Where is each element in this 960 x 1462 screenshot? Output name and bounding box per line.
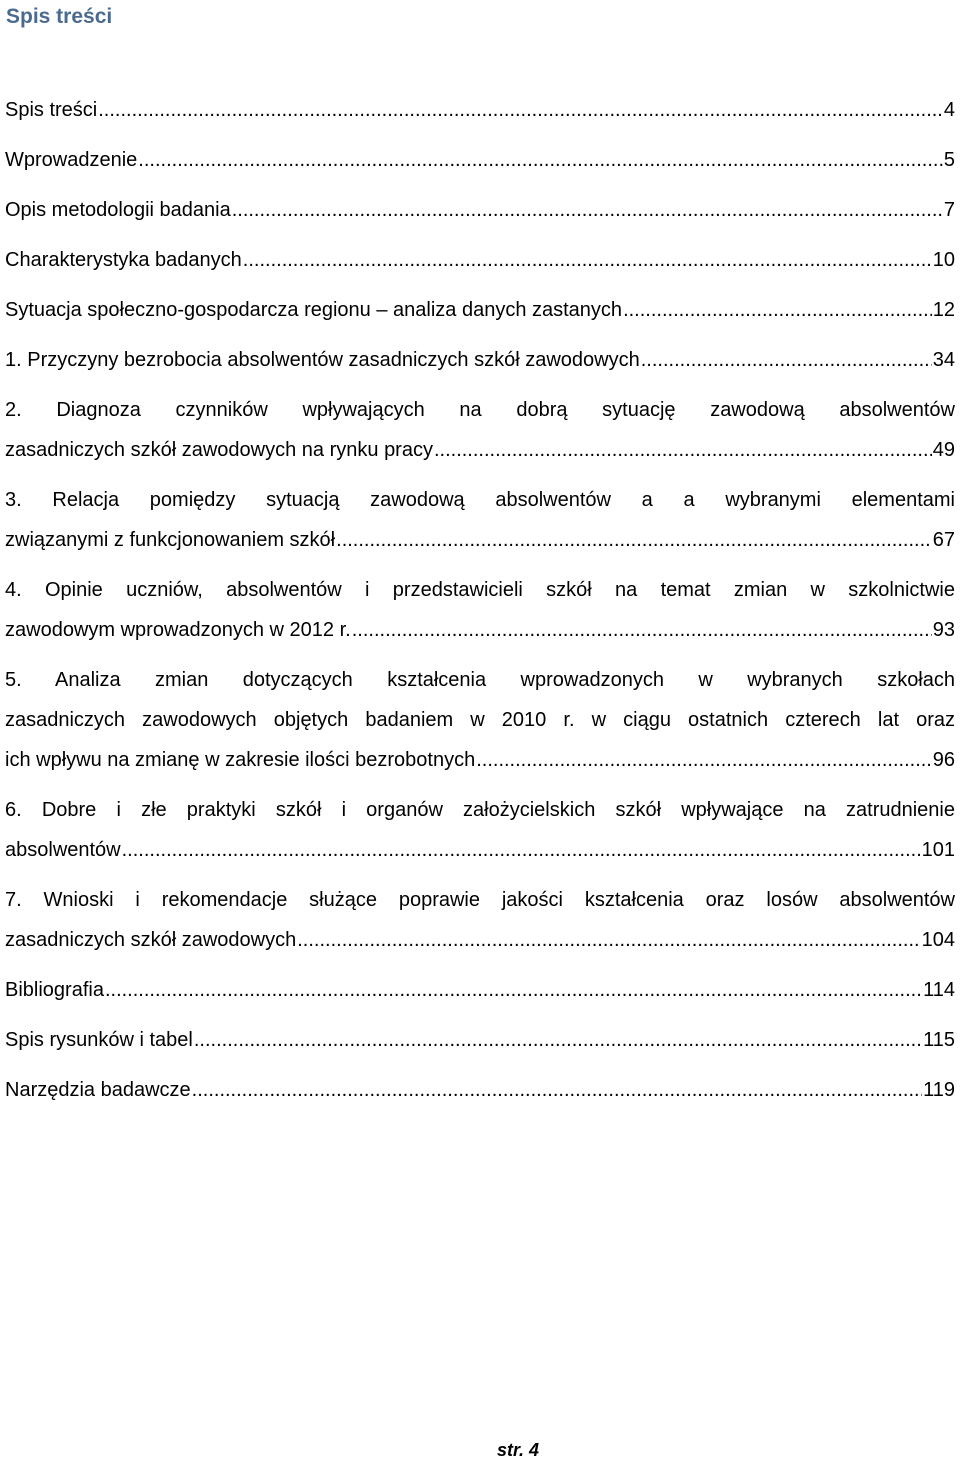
toc-page-number: 104 [921,929,955,951]
toc-entry-line [5,90,955,130]
toc-page-number: 5 [943,149,955,171]
toc-entry[interactable] [5,880,955,960]
toc-entry-title: Sytuacja społeczno-gospodarcza regionu – analiza danych zastanych [5,299,623,321]
toc-entry[interactable] [5,480,955,560]
toc-entry-title: Opis metodologii badania [5,199,231,221]
toc-entry-line [5,190,955,230]
toc-entry-wrapped-line: 5. Analiza zmian dotyczących kształcenia wprowadzonych w wybranych szkołach [5,669,955,691]
dot-leader [297,920,920,960]
toc-entry[interactable] [5,390,955,470]
toc-entry[interactable] [5,660,955,780]
toc-entry-line [5,830,955,870]
toc-entry-title: zawodowym wprowadzonych w 2012 r. [5,619,351,641]
toc-entry-line [5,1070,955,1110]
toc-entry-line [5,1020,955,1060]
dot-leader [138,140,943,180]
toc-page-number: 67 [932,529,955,551]
dot-leader [194,1020,922,1060]
toc-entry[interactable] [5,340,955,380]
toc-entry-title: absolwentów [5,839,121,861]
table-of-contents [5,90,955,1120]
toc-entry-title: zasadniczych szkół zawodowych na rynku pracy [5,439,433,461]
toc-entry-title: 1. Przyczyny bezrobocia absolwentów zasadniczych szkół zawodowych [5,349,640,371]
toc-page-number: 93 [932,619,955,641]
dot-leader [336,520,932,560]
dot-leader [434,430,932,470]
toc-entry-title: zasadniczych szkół zawodowych [5,929,297,951]
toc-entry[interactable] [5,140,955,180]
toc-entry-title: Spis rysunków i tabel [5,1029,193,1051]
toc-entry[interactable] [5,240,955,280]
page-number-footer: str. 4 [496,1440,540,1460]
toc-entry[interactable] [5,90,955,130]
toc-entry-title: Wprowadzenie [5,149,138,171]
toc-entry-line [5,430,955,470]
toc-entry-line [5,290,955,330]
toc-entry-wrapped-line: 7. Wnioski i rekomendacje służące poprawie jakości kształcenia oraz losów absolwentów [5,889,955,911]
dot-leader [232,190,943,230]
toc-page-number: 34 [932,349,955,371]
toc-entry-wrapped-line: zasadniczych zawodowych objętych badaniem w 2010 r. w ciągu ostatnich czterech lat oraz [5,709,955,731]
toc-page-number: 10 [932,249,955,271]
toc-entry-line [5,520,955,560]
dot-leader [641,340,932,380]
toc-page-number: 114 [923,979,955,1001]
dot-leader [192,1070,922,1110]
toc-entry-line [5,140,955,180]
toc-entry[interactable] [5,190,955,230]
toc-entry-line [5,340,955,380]
dot-leader [476,740,932,780]
toc-entry-line [5,240,955,280]
toc-page-number: 115 [923,1029,955,1051]
toc-page-number: 7 [943,199,955,221]
toc-entry-title: Bibliografia [5,979,104,1001]
toc-entry-wrapped-line: 4. Opinie uczniów, absolwentów i przedstawicieli szkół na temat zmian w szkolnictwie [5,579,955,601]
toc-entry-wrapped-line: 3. Relacja pomiędzy sytuacją zawodową absolwentów a a wybranymi elementami [5,489,955,511]
dot-leader [243,240,932,280]
toc-page-number: 119 [923,1079,955,1101]
toc-page-number: 12 [932,299,955,321]
toc-entry-wrapped-line: 6. Dobre i złe praktyki szkół i organów założycielskich szkół wpływające na zatrudnienie [5,799,955,821]
toc-entry-title: związanymi z funkcjonowaniem szkół [5,529,336,551]
toc-entry-title: ich wpływu na zmianę w zakresie ilości bezrobotnych [5,749,476,771]
toc-entry-title: Spis treści [5,99,98,121]
toc-page-number: 49 [932,439,955,461]
toc-page-number: 4 [943,99,955,121]
toc-entry-line [5,740,955,780]
toc-entry-title: Charakterystyka badanych [5,249,242,271]
toc-entry[interactable] [5,790,955,870]
toc-entry-line [5,970,955,1010]
toc-page-number: 96 [932,749,955,771]
dot-leader [105,970,922,1010]
toc-entry-line [5,920,955,960]
toc-entry-title: Narzędzia badawcze [5,1079,191,1101]
toc-entry[interactable] [5,570,955,650]
toc-entry-line [5,610,955,650]
toc-entry[interactable] [5,1020,955,1060]
dot-leader [623,290,932,330]
dot-leader [122,830,921,870]
toc-page-number: 101 [921,839,955,861]
toc-entry[interactable] [5,1070,955,1110]
dot-leader [98,90,943,130]
dot-leader [352,610,932,650]
toc-heading: Spis treści [6,5,113,28]
toc-entry[interactable] [5,290,955,330]
toc-entry[interactable] [5,970,955,1010]
toc-entry-wrapped-line: 2. Diagnoza czynników wpływających na dobrą sytuację zawodową absolwentów [5,399,955,421]
